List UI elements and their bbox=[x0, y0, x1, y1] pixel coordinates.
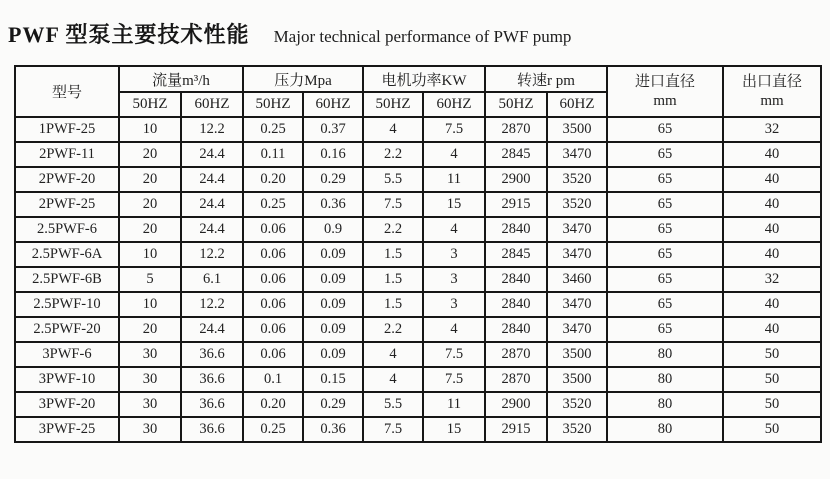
header-motor-power: 电机功率KW bbox=[363, 66, 485, 92]
value-cell: 12.2 bbox=[181, 242, 243, 267]
value-cell: 50 bbox=[723, 417, 821, 442]
value-cell: 40 bbox=[723, 192, 821, 217]
value-cell: 2840 bbox=[485, 217, 547, 242]
value-cell: 80 bbox=[607, 392, 723, 417]
value-cell: 20 bbox=[119, 167, 181, 192]
value-cell: 2840 bbox=[485, 267, 547, 292]
title-english: Major technical performance of PWF pump bbox=[273, 27, 572, 46]
table-body bbox=[15, 117, 821, 442]
value-cell: 4 bbox=[423, 142, 485, 167]
header-outlet-line1: 出口直径 bbox=[742, 73, 803, 90]
value-cell: 1.5 bbox=[363, 292, 423, 317]
value-cell: 10 bbox=[119, 292, 181, 317]
value-cell: 30 bbox=[119, 342, 181, 367]
value-cell: 0.29 bbox=[303, 392, 363, 417]
header-motor-50hz: 50HZ bbox=[363, 92, 423, 117]
value-cell: 0.09 bbox=[303, 317, 363, 342]
header-inlet-line2: mm bbox=[653, 92, 677, 109]
value-cell: 40 bbox=[723, 242, 821, 267]
value-cell: 32 bbox=[723, 117, 821, 142]
value-cell: 0.25 bbox=[243, 192, 303, 217]
value-cell: 0.16 bbox=[303, 142, 363, 167]
value-cell: 36.6 bbox=[181, 417, 243, 442]
value-cell: 80 bbox=[607, 367, 723, 392]
header-inlet-line1: 进口直径 bbox=[635, 73, 696, 90]
header-outlet-diameter bbox=[723, 66, 821, 117]
page-title bbox=[8, 18, 571, 49]
value-cell: 7.5 bbox=[363, 417, 423, 442]
value-cell: 10 bbox=[119, 242, 181, 267]
value-cell: 0.06 bbox=[243, 342, 303, 367]
table-row bbox=[15, 367, 821, 392]
table-row bbox=[15, 392, 821, 417]
value-cell: 24.4 bbox=[181, 317, 243, 342]
value-cell: 4 bbox=[363, 117, 423, 142]
header-pressure-50hz: 50HZ bbox=[243, 92, 303, 117]
value-cell: 3500 bbox=[547, 367, 607, 392]
value-cell: 7.5 bbox=[363, 192, 423, 217]
value-cell: 65 bbox=[607, 217, 723, 242]
value-cell: 2.2 bbox=[363, 217, 423, 242]
value-cell: 2.2 bbox=[363, 142, 423, 167]
table-row bbox=[15, 317, 821, 342]
value-cell: 30 bbox=[119, 367, 181, 392]
value-cell: 0.9 bbox=[303, 217, 363, 242]
value-cell: 0.25 bbox=[243, 417, 303, 442]
value-cell: 24.4 bbox=[181, 192, 243, 217]
value-cell: 0.09 bbox=[303, 242, 363, 267]
value-cell: 65 bbox=[607, 117, 723, 142]
table-row bbox=[15, 167, 821, 192]
value-cell: 7.5 bbox=[423, 117, 485, 142]
value-cell: 4 bbox=[423, 317, 485, 342]
value-cell: 3 bbox=[423, 292, 485, 317]
pump-spec-table bbox=[14, 65, 822, 443]
value-cell: 0.25 bbox=[243, 117, 303, 142]
value-cell: 0.06 bbox=[243, 317, 303, 342]
value-cell: 11 bbox=[423, 167, 485, 192]
value-cell: 0.06 bbox=[243, 217, 303, 242]
value-cell: 20 bbox=[119, 142, 181, 167]
value-cell: 3520 bbox=[547, 167, 607, 192]
model-cell: 2.5PWF-20 bbox=[15, 317, 119, 342]
value-cell: 2.2 bbox=[363, 317, 423, 342]
value-cell: 12.2 bbox=[181, 117, 243, 142]
header-speed-60hz: 60HZ bbox=[547, 92, 607, 117]
table-header bbox=[15, 66, 821, 117]
value-cell: 40 bbox=[723, 292, 821, 317]
value-cell: 50 bbox=[723, 367, 821, 392]
value-cell: 24.4 bbox=[181, 217, 243, 242]
value-cell: 65 bbox=[607, 242, 723, 267]
model-cell: 2PWF-20 bbox=[15, 167, 119, 192]
value-cell: 65 bbox=[607, 167, 723, 192]
value-cell: 7.5 bbox=[423, 367, 485, 392]
value-cell: 11 bbox=[423, 392, 485, 417]
value-cell: 1.5 bbox=[363, 242, 423, 267]
value-cell: 36.6 bbox=[181, 392, 243, 417]
value-cell: 65 bbox=[607, 192, 723, 217]
table-row bbox=[15, 292, 821, 317]
value-cell: 0.09 bbox=[303, 342, 363, 367]
value-cell: 10 bbox=[119, 117, 181, 142]
value-cell: 3470 bbox=[547, 292, 607, 317]
table-row bbox=[15, 242, 821, 267]
value-cell: 4 bbox=[363, 342, 423, 367]
table-row bbox=[15, 117, 821, 142]
value-cell: 50 bbox=[723, 392, 821, 417]
model-cell: 3PWF-10 bbox=[15, 367, 119, 392]
value-cell: 0.29 bbox=[303, 167, 363, 192]
model-cell: 3PWF-6 bbox=[15, 342, 119, 367]
value-cell: 50 bbox=[723, 342, 821, 367]
value-cell: 3 bbox=[423, 242, 485, 267]
value-cell: 2845 bbox=[485, 242, 547, 267]
value-cell: 40 bbox=[723, 142, 821, 167]
table-row bbox=[15, 342, 821, 367]
value-cell: 4 bbox=[363, 367, 423, 392]
value-cell: 2900 bbox=[485, 167, 547, 192]
model-cell: 2PWF-11 bbox=[15, 142, 119, 167]
value-cell: 3460 bbox=[547, 267, 607, 292]
table-row bbox=[15, 217, 821, 242]
value-cell: 65 bbox=[607, 267, 723, 292]
model-cell: 3PWF-25 bbox=[15, 417, 119, 442]
model-cell: 1PWF-25 bbox=[15, 117, 119, 142]
value-cell: 12.2 bbox=[181, 292, 243, 317]
value-cell: 65 bbox=[607, 317, 723, 342]
value-cell: 20 bbox=[119, 217, 181, 242]
value-cell: 65 bbox=[607, 292, 723, 317]
value-cell: 3 bbox=[423, 267, 485, 292]
header-outlet-line2: mm bbox=[760, 92, 784, 109]
header-group-row bbox=[15, 66, 821, 92]
value-cell: 32 bbox=[723, 267, 821, 292]
value-cell: 0.36 bbox=[303, 417, 363, 442]
header-inlet-diameter bbox=[607, 66, 723, 117]
header-pressure-60hz: 60HZ bbox=[303, 92, 363, 117]
value-cell: 0.15 bbox=[303, 367, 363, 392]
model-cell: 2PWF-25 bbox=[15, 192, 119, 217]
value-cell: 0.37 bbox=[303, 117, 363, 142]
value-cell: 3520 bbox=[547, 417, 607, 442]
value-cell: 80 bbox=[607, 417, 723, 442]
value-cell: 0.11 bbox=[243, 142, 303, 167]
value-cell: 0.06 bbox=[243, 267, 303, 292]
value-cell: 3470 bbox=[547, 242, 607, 267]
value-cell: 2840 bbox=[485, 292, 547, 317]
value-cell: 2845 bbox=[485, 142, 547, 167]
value-cell: 0.09 bbox=[303, 267, 363, 292]
value-cell: 0.20 bbox=[243, 392, 303, 417]
value-cell: 30 bbox=[119, 392, 181, 417]
value-cell: 2900 bbox=[485, 392, 547, 417]
value-cell: 2870 bbox=[485, 117, 547, 142]
value-cell: 15 bbox=[423, 417, 485, 442]
value-cell: 15 bbox=[423, 192, 485, 217]
value-cell: 3520 bbox=[547, 392, 607, 417]
model-cell: 2.5PWF-6B bbox=[15, 267, 119, 292]
model-cell: 2.5PWF-10 bbox=[15, 292, 119, 317]
value-cell: 36.6 bbox=[181, 342, 243, 367]
value-cell: 4 bbox=[423, 217, 485, 242]
value-cell: 5 bbox=[119, 267, 181, 292]
value-cell: 20 bbox=[119, 192, 181, 217]
model-cell: 2.5PWF-6 bbox=[15, 217, 119, 242]
value-cell: 7.5 bbox=[423, 342, 485, 367]
value-cell: 3500 bbox=[547, 117, 607, 142]
value-cell: 6.1 bbox=[181, 267, 243, 292]
title-chinese: PWF 型泵主要技术性能 bbox=[8, 22, 250, 47]
value-cell: 30 bbox=[119, 417, 181, 442]
value-cell: 1.5 bbox=[363, 267, 423, 292]
value-cell: 36.6 bbox=[181, 367, 243, 392]
value-cell: 2915 bbox=[485, 417, 547, 442]
value-cell: 0.06 bbox=[243, 242, 303, 267]
value-cell: 80 bbox=[607, 342, 723, 367]
value-cell: 40 bbox=[723, 217, 821, 242]
model-cell: 3PWF-20 bbox=[15, 392, 119, 417]
value-cell: 3500 bbox=[547, 342, 607, 367]
header-model: 型号 bbox=[15, 66, 119, 117]
header-speed-50hz: 50HZ bbox=[485, 92, 547, 117]
table-row bbox=[15, 417, 821, 442]
value-cell: 3470 bbox=[547, 142, 607, 167]
value-cell: 2915 bbox=[485, 192, 547, 217]
header-flow: 流量m³/h bbox=[119, 66, 243, 92]
value-cell: 3520 bbox=[547, 192, 607, 217]
header-speed: 转速r pm bbox=[485, 66, 607, 92]
table-row bbox=[15, 267, 821, 292]
value-cell: 65 bbox=[607, 142, 723, 167]
value-cell: 2870 bbox=[485, 342, 547, 367]
value-cell: 40 bbox=[723, 167, 821, 192]
value-cell: 5.5 bbox=[363, 392, 423, 417]
table-row bbox=[15, 192, 821, 217]
value-cell: 2840 bbox=[485, 317, 547, 342]
value-cell: 0.1 bbox=[243, 367, 303, 392]
value-cell: 0.20 bbox=[243, 167, 303, 192]
header-flow-60hz: 60HZ bbox=[181, 92, 243, 117]
table-row bbox=[15, 142, 821, 167]
value-cell: 0.06 bbox=[243, 292, 303, 317]
value-cell: 3470 bbox=[547, 317, 607, 342]
value-cell: 0.09 bbox=[303, 292, 363, 317]
value-cell: 2870 bbox=[485, 367, 547, 392]
value-cell: 40 bbox=[723, 317, 821, 342]
header-pressure: 压力Mpa bbox=[243, 66, 363, 92]
model-cell: 2.5PWF-6A bbox=[15, 242, 119, 267]
value-cell: 3470 bbox=[547, 217, 607, 242]
header-motor-60hz: 60HZ bbox=[423, 92, 485, 117]
value-cell: 0.36 bbox=[303, 192, 363, 217]
value-cell: 5.5 bbox=[363, 167, 423, 192]
value-cell: 20 bbox=[119, 317, 181, 342]
value-cell: 24.4 bbox=[181, 167, 243, 192]
value-cell: 24.4 bbox=[181, 142, 243, 167]
header-flow-50hz: 50HZ bbox=[119, 92, 181, 117]
